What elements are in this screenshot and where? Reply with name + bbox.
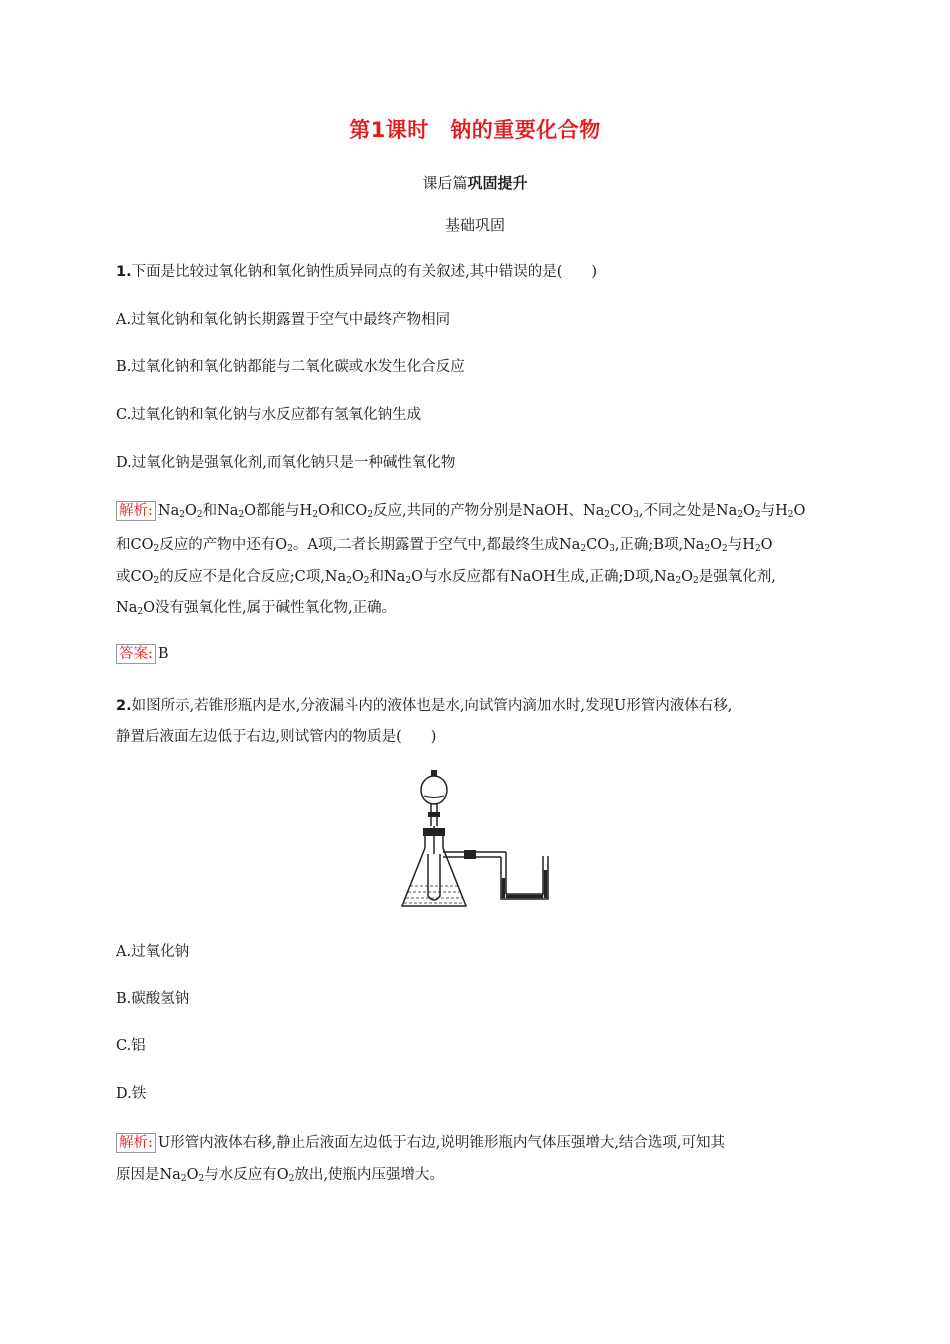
- chem-text: [116, 1167, 444, 1183]
- text-run: 是强氧化剂,: [698, 569, 776, 585]
- q2-option-c: C.铝: [116, 1038, 146, 1054]
- subscript: 2: [196, 510, 203, 520]
- subscript: 2: [198, 1174, 205, 1184]
- subscript: 2: [754, 510, 761, 520]
- text-run: 与H: [760, 503, 788, 519]
- text-run: Na: [157, 503, 180, 519]
- q1-analysis-line-2: [116, 533, 836, 554]
- text-run: O和CO: [317, 503, 368, 519]
- chem-text: [116, 569, 776, 585]
- subtitle-bold: 巩固提升: [467, 174, 528, 192]
- subscript: 2: [153, 576, 160, 586]
- q2-stem-line-2: 静置后液面左边低于右边,则试管内的物质是( ): [116, 729, 437, 745]
- q2-analysis-text: U形管内液体右移,静止后液面左边低于右边,说明锥形瓶内气体压强增大,结合选项,可知其: [157, 1135, 726, 1151]
- text-run: 反应,共同的产物分别是NaOH、Na: [373, 503, 605, 519]
- text-run: O: [681, 569, 694, 585]
- subscript: 2: [363, 576, 370, 586]
- subscript: 2: [137, 607, 144, 617]
- subscript: 2: [312, 510, 318, 520]
- q1-stem-text: 下面是比较过氧化钠和氧化钠性质异同点的有关叙述,其中错误的是( ): [131, 264, 598, 280]
- chem-text: [116, 600, 396, 616]
- q2-analysis-line-1: [116, 1131, 836, 1153]
- q1-analysis-label: 解析:: [116, 501, 156, 521]
- text-run: O: [743, 503, 755, 519]
- q1-answer-label: 答案:: [116, 644, 156, 664]
- q1-option-d: D.过氧化钠是强氧化剂,而氧化钠只是一种碱性氧化物: [116, 455, 456, 471]
- q1-answer-value: B: [157, 646, 169, 662]
- subtitle: [0, 172, 950, 193]
- text-run: 或CO: [116, 569, 154, 585]
- q1-analysis-line-1: [116, 499, 836, 521]
- q2-option-d: D.铁: [116, 1086, 147, 1102]
- q2-option-b: B.碳酸氢钠: [116, 991, 190, 1007]
- subscript: 2: [180, 1174, 187, 1184]
- text-run: O: [351, 569, 364, 585]
- apparatus-diagram: [398, 768, 554, 914]
- chem-text: [116, 537, 773, 553]
- subscript: 3: [633, 510, 639, 520]
- text-run: 与H: [727, 537, 755, 553]
- q2-option-a: A.过氧化钠: [116, 944, 190, 960]
- text-run: 与水反应有O: [204, 1167, 289, 1183]
- text-run: 和Na: [202, 503, 239, 519]
- text-run: O: [186, 1167, 199, 1183]
- section-heading: 基础巩固: [444, 216, 505, 234]
- q2-stem-text: 如图所示,若锥形瓶内是水,分液漏斗内的液体也是水,向试管内滴加水时,发现U形管内液体右移,: [131, 698, 733, 714]
- q2-analysis-label: 解析:: [116, 1133, 156, 1153]
- text-run: 的反应不是化合反应;C项,Na: [159, 569, 347, 585]
- subscript: 2: [722, 544, 728, 554]
- text-run: Na: [116, 600, 138, 616]
- q2-analysis-line-2: [116, 1163, 836, 1184]
- q2-stem-line-1: [116, 694, 836, 715]
- subscript: 2: [288, 1174, 295, 1184]
- q1-option-b: B.过氧化钠和氧化钠都能与二氧化碳或水发生化合反应: [116, 359, 465, 375]
- subscript: 2: [754, 544, 761, 554]
- q1-number: 1.: [116, 264, 132, 280]
- lesson-title: 第1课时 钠的重要化合物: [349, 118, 601, 142]
- subscript: 2: [238, 510, 245, 520]
- subscript: 2: [787, 510, 794, 520]
- subscript: 2: [704, 544, 711, 554]
- q1-answer: [116, 644, 836, 664]
- subscript: 2: [675, 576, 682, 586]
- q2-number: 2.: [116, 698, 132, 714]
- q1-analysis-line-4: [116, 596, 836, 617]
- subscript: 2: [405, 576, 412, 586]
- text-run: O没有强氧化性,属于碱性氧化物,正确。: [143, 600, 397, 616]
- text-run: 。A项,二者长期露置于空气中,都最终生成Na: [292, 537, 581, 553]
- text-run: CO: [610, 503, 634, 519]
- text-run: 放出,使瓶内压强增大。: [294, 1167, 444, 1183]
- chem-text: [158, 503, 806, 519]
- subscript: 3: [609, 544, 615, 554]
- q1-stem: [116, 260, 836, 281]
- subscript: 2: [367, 510, 374, 520]
- text-run: O: [184, 503, 197, 519]
- subscript: 2: [580, 544, 587, 554]
- text-run: 反应的产物中还有O: [159, 537, 288, 553]
- subscript: 2: [153, 544, 160, 554]
- text-run: O: [760, 537, 773, 553]
- subtitle-prefix: 课后篇: [422, 174, 468, 192]
- text-run: O: [710, 537, 723, 553]
- subscript: 2: [737, 510, 744, 520]
- q1-analysis-line-3: [116, 565, 836, 586]
- text-run: 和Na: [369, 569, 406, 585]
- q1-option-a: A.过氧化钠和氧化钠长期露置于空气中最终产物相同: [116, 312, 451, 328]
- subscript: 2: [179, 510, 185, 520]
- subscript: 2: [604, 510, 611, 520]
- subscript: 2: [346, 576, 352, 586]
- q1-option-c: C.过氧化钠和氧化钠与水反应都有氢氧化钠生成: [116, 407, 422, 423]
- text-run: O: [793, 503, 806, 519]
- text-run: 原因是Na: [116, 1167, 181, 1183]
- text-run: 和CO: [116, 537, 154, 553]
- text-run: O都能与H: [244, 503, 313, 519]
- subscript: 2: [287, 544, 293, 554]
- text-run: ,正确;B项,Na: [614, 537, 705, 553]
- subscript: 2: [693, 576, 699, 586]
- text-run: ,不同之处是Na: [638, 503, 738, 519]
- text-run: CO: [586, 537, 610, 553]
- text-run: O与水反应都有NaOH生成,正确;D项,Na: [411, 569, 676, 585]
